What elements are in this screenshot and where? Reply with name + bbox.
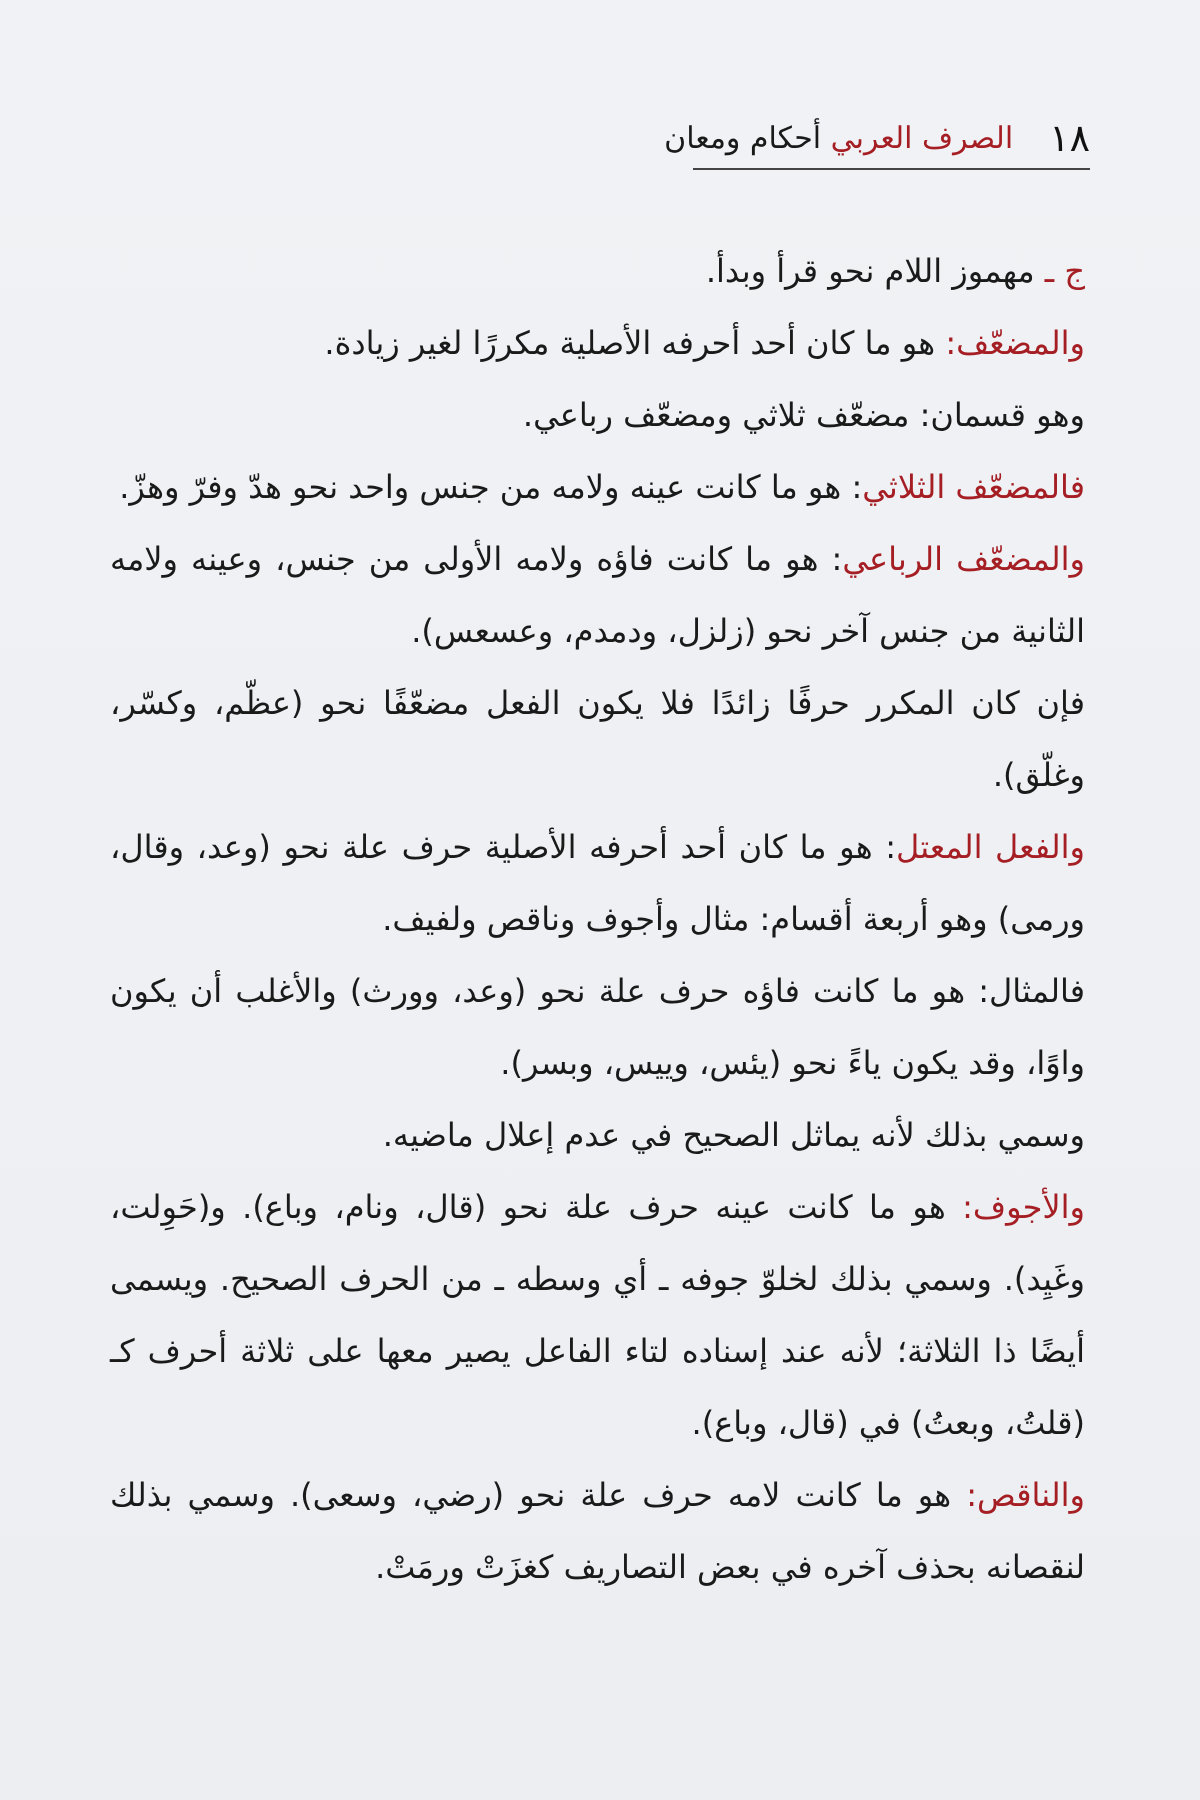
paragraph-5	[110, 523, 1085, 667]
book-title	[664, 121, 1013, 156]
paragraph-9	[110, 1099, 1085, 1171]
book-title-red: الصرف العربي	[830, 120, 1014, 156]
paragraph-11	[110, 1459, 1085, 1603]
term-label: والأجوف:	[962, 1188, 1085, 1226]
term-label: فالمضعّف الثلاثي	[862, 468, 1085, 506]
paragraph-text: فإن كان المكرر حرفًا زائدًا فلا يكون الفعل مضعّفًا نحو (عظّم، وكسّر، وغلّق).	[110, 684, 1085, 794]
paragraph-10	[110, 1171, 1085, 1459]
paragraph-text: مهموز اللام نحو قرأ وبدأ.	[705, 252, 1045, 290]
page-number: ١٨	[1049, 116, 1090, 160]
paragraph-2	[110, 307, 1085, 379]
paragraph-text: هو ما كانت لامه حرف علة نحو (رضي، وسعى). وسمي بذلك لنقصانه بحذف آخره في بعض التصاريف كغزَتْ ورمَتْ.	[110, 1476, 1085, 1586]
paragraph-text: هو ما كان أحد أحرفه الأصلية مكررًا لغير زيادة.	[324, 324, 946, 362]
term-label: والمضعّف الرباعي	[842, 540, 1086, 578]
paragraph-text: : هو ما كانت فاؤه ولامه الأولى من جنس، وعينه ولامه الثانية من جنس آخر نحو (زلزل، ودمدم، وعسعس).	[110, 540, 1085, 650]
term-label: ج ـ	[1044, 252, 1085, 290]
book-title-black: أحكام ومعان	[664, 120, 822, 156]
term-label: والفعل المعتل	[895, 828, 1086, 866]
paragraph-text: : هو ما كانت عينه ولامه من جنس واحد نحو هدّ وفرّ وهزّ.	[119, 468, 863, 506]
paragraph-6	[110, 667, 1085, 811]
page-header	[664, 108, 1090, 168]
term-label: والمضعّف:	[945, 324, 1085, 362]
paragraph-text: فالمثال: هو ما كانت فاؤه حرف علة نحو (وعد، وورث) والأغلب أن يكون واوًا، وقد يكون ياءً نحو (يئس، وييس، وبسر).	[110, 972, 1085, 1082]
paragraph-text: وهو قسمان: مضعّف ثلاثي ومضعّف رباعي.	[522, 396, 1085, 434]
paragraph-text: وسمي بذلك لأنه يماثل الصحيح في عدم إعلال ماضيه.	[382, 1116, 1085, 1154]
paragraph-7	[110, 811, 1085, 955]
paragraph-3	[110, 379, 1085, 451]
term-label: والناقص:	[966, 1476, 1085, 1514]
paragraph-1	[110, 235, 1085, 307]
paragraph-8	[110, 955, 1085, 1099]
paragraph-text: : هو ما كان أحد أحرفه الأصلية حرف علة نحو (وعد، وقال، ورمى) وهو أربعة أقسام: مثال وأجوف وناقص ولفيف.	[110, 828, 1085, 938]
paragraph-4	[110, 451, 1085, 523]
paragraph-text: هو ما كانت عينه حرف علة نحو (قال، ونام، وباع). و(حَوِلت، وغَيِد). وسمي بذلك لخلوّ جوفه ـ أي وسطه ـ من الحرف الصحيح. ويسمى أيضًا ذا الثلاثة؛ لأنه عند إسناده لتاء الفاعل يصير معها على ثلاثة أحرف كـ (قلتُ، وبعتُ) في (قال، وباع).	[110, 1188, 1085, 1442]
header-rule	[693, 168, 1090, 170]
body-text	[110, 235, 1085, 1603]
